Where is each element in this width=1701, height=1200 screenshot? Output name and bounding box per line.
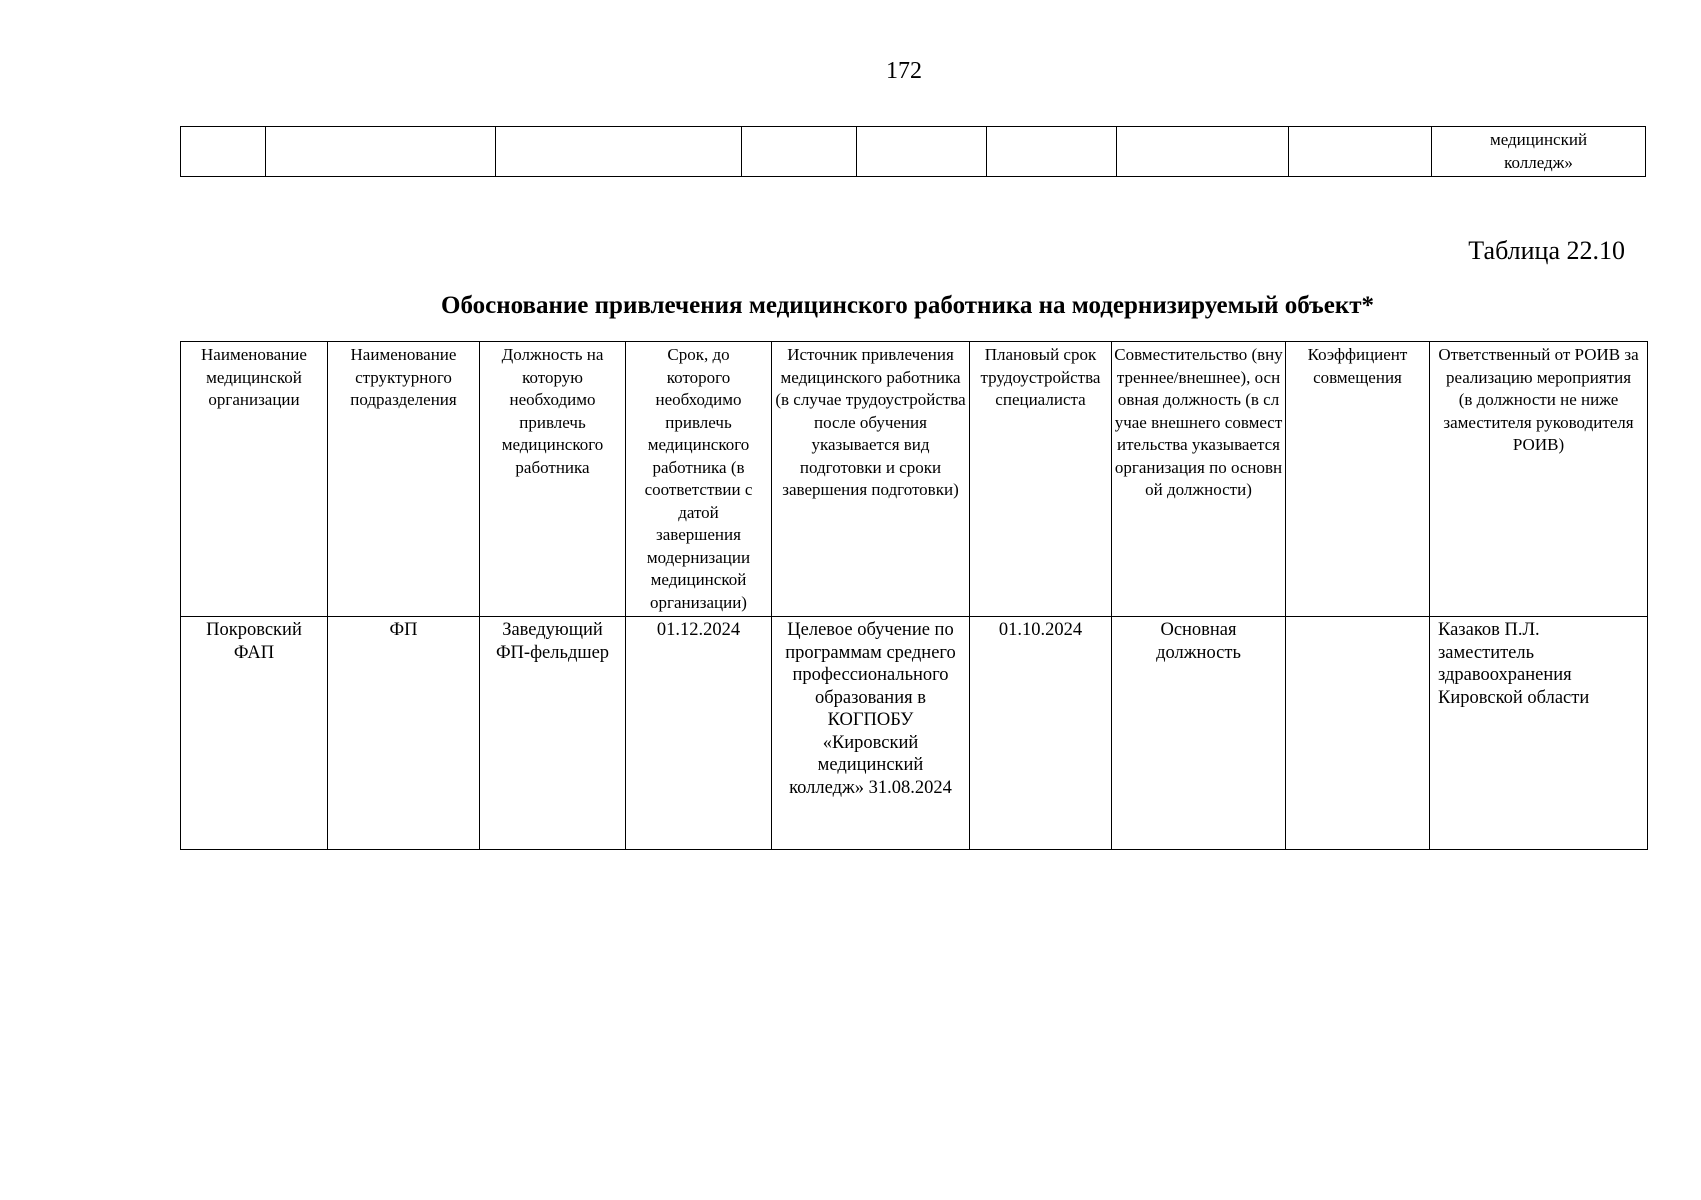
table-cell-last: медицинский колледж» [1432, 127, 1646, 177]
cell-division: ФП [328, 617, 480, 850]
table-cell [181, 127, 266, 177]
cell-coefficient [1286, 617, 1430, 850]
header-division: Наименование структурного подразделения [328, 342, 480, 617]
header-organization: Наименование медицинской организации [181, 342, 328, 617]
cell-combination: Основная должность [1112, 617, 1286, 850]
cell-position: Заведующий ФП-фельдшер [480, 617, 626, 850]
table-cell [857, 127, 987, 177]
table-number: Таблица 22.10 [1468, 236, 1625, 265]
table-cell [496, 127, 742, 177]
cell-responsible: Казаков П.Л. заместитель здравоохранения Кировской области [1430, 617, 1648, 850]
header-position: Должность на которую необходимо привлечь медицинского работника [480, 342, 626, 617]
cell-organization: Покровский ФАП [181, 617, 328, 850]
page-number: 172 [886, 58, 922, 84]
header-row [181, 342, 1648, 617]
header-responsible: Ответственный от РОИВ за реализацию мероприятия (в должности не ниже заместителя руководителя РОИВ) [1430, 342, 1648, 617]
header-source: Источник привлечения медицинского работника (в случае трудоустройства после обучения указывается вид подготовки и сроки завершения подготовки) [772, 342, 970, 617]
continued-table [180, 126, 1646, 177]
cell-source: Целевое обучение по программам среднего профессионального образования в КОГПОБУ «Кировский медицинский колледж» 31.08.2024 [772, 617, 970, 850]
header-deadline: Срок, до которого необходимо привлечь медицинского работника (в соответствии с датой завершения модернизации медицинской организации) [626, 342, 772, 617]
table-cell [1117, 127, 1289, 177]
table-cell [987, 127, 1117, 177]
header-planned-date: Плановый срок трудоустройства специалиста [970, 342, 1112, 617]
table-row [181, 617, 1648, 850]
table-cell [742, 127, 857, 177]
table-cell [266, 127, 496, 177]
table-cell [1289, 127, 1432, 177]
header-combination: Совместительство (внутреннее/внешнее), основная должность (в случае внешнего совместительства указывается организация по основной должности) [1112, 342, 1286, 617]
header-coefficient: Коэффициент совмещения [1286, 342, 1430, 617]
cell-deadline: 01.12.2024 [626, 617, 772, 850]
table-row [181, 127, 1646, 177]
cell-planned-date: 01.10.2024 [970, 617, 1112, 850]
table-title: Обоснование привлечения медицинского работника на модернизируемый объект* [441, 292, 1375, 319]
justification-table [180, 341, 1648, 850]
